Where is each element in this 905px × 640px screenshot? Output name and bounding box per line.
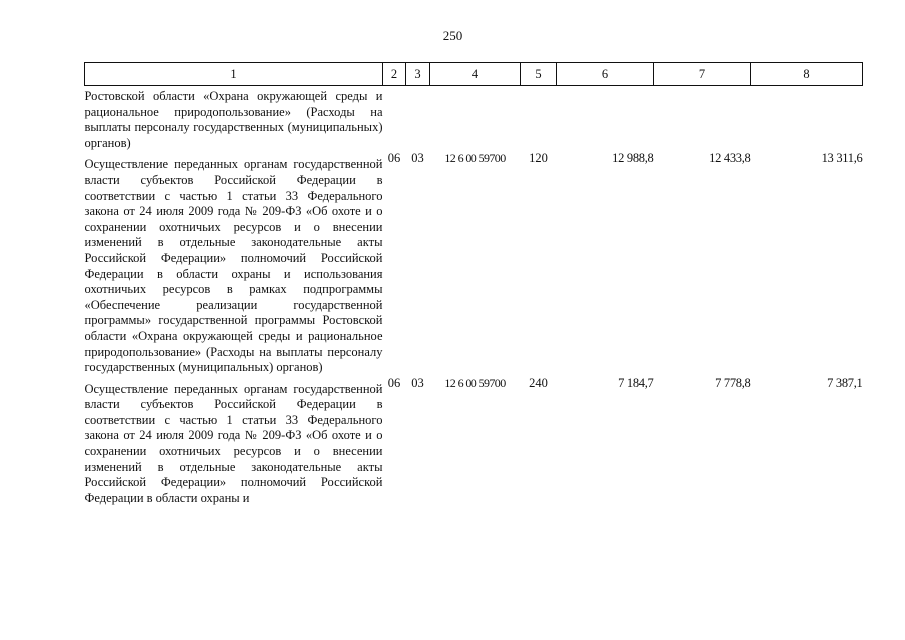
col-header-5: 5 [521, 63, 557, 86]
row-year3 [751, 86, 863, 152]
col-header-1: 1 [85, 63, 383, 86]
row-rz: 06 [387, 375, 401, 390]
row-csr: 12 6 00 59700 [444, 375, 506, 390]
row-rz [383, 86, 406, 152]
row-year2: 7 778,8 [715, 375, 751, 390]
table-row [85, 86, 863, 152]
col-header-4: 4 [430, 63, 521, 86]
table-row [85, 151, 863, 375]
col-header-3: 3 [406, 63, 430, 86]
col-header-6: 6 [557, 63, 654, 86]
row-year1: 7 184,7 [618, 375, 654, 390]
row-description: Ростовской области «Охрана окружающей среды и рациональное природопользование» (Расходы на выплаты персоналу государственных (муниципальных) органов) [84, 89, 383, 150]
row-vr: 240 [529, 375, 548, 390]
row-year2 [654, 86, 751, 152]
row-csr [430, 86, 521, 152]
row-rz: 06 [387, 151, 401, 166]
row-pr: 03 [411, 375, 424, 390]
row-year3: 7 387,1 [827, 375, 863, 390]
col-header-2: 2 [383, 63, 406, 86]
table-row [85, 376, 863, 507]
row-year3: 13 311,6 [821, 151, 863, 166]
row-year2: 12 433,8 [709, 151, 751, 166]
row-pr [406, 86, 430, 152]
row-vr: 120 [529, 151, 548, 166]
row-csr: 12 6 00 59700 [444, 151, 506, 166]
budget-table [84, 62, 863, 506]
header-row [85, 63, 863, 86]
row-year1: 12 988,8 [612, 151, 654, 166]
page-number: 250 [442, 28, 463, 43]
row-vr [521, 86, 557, 152]
row-description: Осуществление переданных органам государственной власти субъектов Российской Федерации в соответствии с частью 1 статьи 33 Федерального закона от 24 июля 2009 года № 209-ФЗ «Об охоте и о сохранении охотничьих ресурсов и о внесении изменений в отдельные законодательные акты Российской Федерации» полномочий Российской Федерации в области охраны и использования охотничьих ресурсов в рамках подпрограммы «Обеспечение реализации государственной программы» государственной программы Ростовской области «Охрана окружающей среды и рациональное природопользование» (Расходы на выплаты персоналу государственных (муниципальных) органов) [84, 157, 383, 375]
row-year1 [557, 86, 654, 152]
row-pr: 03 [411, 151, 424, 166]
col-header-8: 8 [751, 63, 863, 86]
col-header-7: 7 [654, 63, 751, 86]
row-description: Осуществление переданных органам государственной власти субъектов Российской Федерации в соответствии с частью 1 статьи 33 Федерального закона от 24 июля 2009 года № 209-ФЗ «Об охоте и о сохранении охотничьих ресурсов и о внесении изменений в отдельные законодательные акты Российской Федерации» полномочий Российской Федерации в области охраны и [84, 381, 383, 505]
